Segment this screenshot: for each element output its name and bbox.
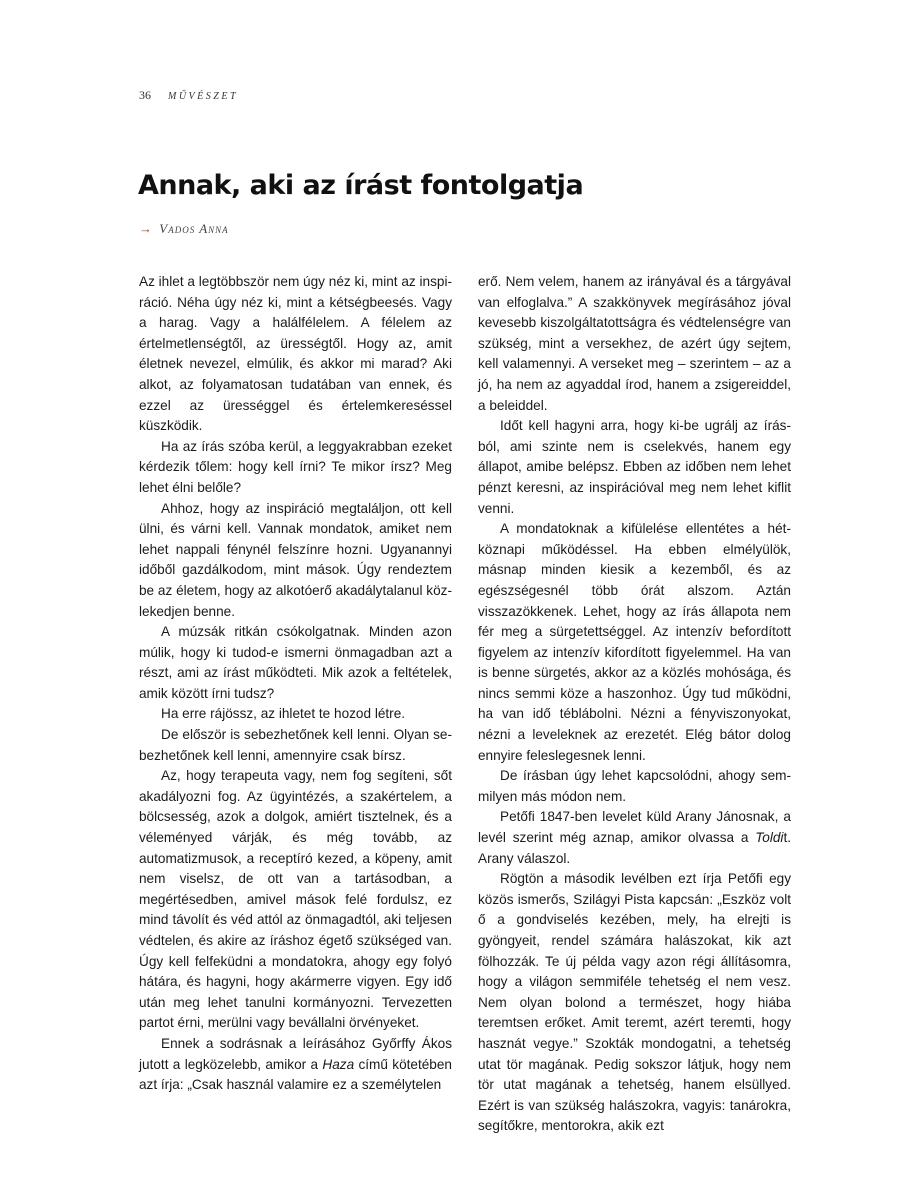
article-title: Annak, aki az írást fontolgatja: [138, 170, 584, 201]
paragraph: Ha erre rájössz, az ihletet te hozod létre.: [161, 706, 406, 722]
paragraph: De írásban úgy lehet kapcsolódni, ahogy semmilyen más módon nem.: [478, 768, 791, 804]
paragraph: Rögtön a második levélben ezt írja Petőfi egy közös ismerős, Szilágyi Pista kapcsán: „Eszköz volt ő a gondviselés kezében, mely, ha elrejti is gyöngyeit, rendel számára halászokat, kik azt fölhozzák. Te új példa vagy azon régi állításomra, hogy a világon semmiféle tehetség el nem vesz. Nem olyan bolond a természet, hogy hiába teremtsen erőket. Amit teremt, azért teremti, hogy hasznát vegye.” Szokták mondogatni, a tehetség utat tör magának. Pedig sokszor látjuk, hogy nem tör utat magának a tehetség, hanem elsüllyed. Ezért is van szükség halászokra, vagyis: tanárokra, segítőkre, mentorokra, akik ezt: [478, 871, 791, 1134]
page-number: 36: [139, 88, 151, 102]
text-run: Petőfi 1847-ben levelet küld Arany Jánosnak, a levél szerint még aznap, amikor olvassa a: [478, 809, 791, 846]
article-body: [139, 272, 791, 1137]
book-title: Haza: [322, 1056, 355, 1072]
paragraph: Ahhoz, hogy az inspiráció megtaláljon, ott kell ülni, és várni kell. Vannak mondatok, amiket nem lehet nappali fénynél felszínre hozni. Ugyanannyi időből gazdálkodom, mint mások. Úgy rendeztem be az életem, hogy az alkotóerő akadálytalanul közlekedjen benne.: [139, 500, 452, 619]
paragraph: [478, 807, 791, 869]
paragraph: A mondatoknak a kifülelése ellentétes a hétköznapi működéssel. Ha ebben elmélyülök, másnap minden kiesik a kezemből, és az egészségesnél több órát alszom. Aztán visszazökkenek. Lehet, hogy az írás állapota nem fér meg a sürgetettséggel. Az intenzív befordított figyelem az intenzív kifordított figyelemmel. Ha van is benne sürgetés, akkor az a közlés mohósága, és nincs semmi köze a haszonhoz. Úgy tud működni, ha van idő téblábolni. Nézni a fényviszonyokat, nézni a leveleknek az erezetét. Elég bátor dolog ennyire feleslegesnek lenni.: [478, 521, 791, 763]
author-name: Vados Anna: [159, 221, 229, 236]
paragraph: A múzsák ritkán csókolgatnak. Minden azon múlik, hogy ki tudod-e ismerni önmagadban azt a részt, ami az írást működteti. Mik azok a feltételek, amik között írni tudsz?: [139, 624, 452, 701]
right-column: [478, 272, 791, 1137]
text-run: t. Arany válaszol.: [478, 830, 791, 866]
arrow-right-icon: →: [139, 221, 152, 236]
paragraph: [139, 1034, 452, 1096]
paragraph: De először is sebezhetőnek kell lenni. Olyan sebezhetőnek kell lenni, amennyire csak bírsz.: [139, 727, 452, 763]
paragraph: Időt kell hagyni arra, hogy ki-be ugrálj az írásból, ami szinte nem is cselekvés, hanem egy állapot, amibe belépsz. Ebben az időben nem lehet pénzt keresni, az inspirációval meg nem lehet kiflit venni.: [478, 418, 791, 516]
byline: [139, 221, 229, 237]
paragraph: Ha az írás szóba kerül, a leggyakrabban ezeket kérdezik tőlem: hogy kell írni? Te mikor írsz? Meg lehet élni belőle?: [139, 438, 452, 495]
book-title: Toldi: [755, 830, 784, 846]
left-column: [139, 272, 452, 1137]
running-head: [139, 88, 238, 103]
text-run: című kötetében azt írja: „Csak használ valamire ez a személytelen: [139, 1056, 452, 1093]
paragraph: Az, hogy terapeuta vagy, nem fog segíteni, sőt akadályozni fog. Az ügyintézés, a szakértelem, a bölcsesség, azok a dolgok, amiért tisztelnek, és a véleményed várják, és még tovább, az automatizmusok, a receptíró kezed, a köpeny, amit nem viselsz, de ott van a tartásodban, a megértésedben, amivel mások felé fordulsz, ez mind távolít és véd attól az önmagadtól, aki teljesen védtelen, és akire az íráshoz égető szükséged van. Úgy kell felfeküdni a mondatokra, ahogy egy folyó hátára, és hagyni, hogy akármerre vigyen. Egy idő után meg lehet tanulni kormányozni. Tervezetten partot érni, merülni vagy bevállalni örvényeket.: [139, 768, 452, 1031]
text-run: Ennek a sodrásnak a leírásához Győrffy Ákos jutott a legközelebb, amikor a: [139, 1035, 452, 1072]
paragraph: Az ihlet a legtöbbször nem úgy néz ki, mint az inspiráció. Néha úgy néz ki, mint a kétségbeesés. Vagy a harag. Vagy a halálfélelem. A félelem az értelmetlenségtől, az ürességtől. Hogy az, amit életnek nevezel, elmúlik, és akkor mi marad? Aki alkot, az folyamatosan tudatában van ennek, és ezzel az ürességgel és értelemkereséssel küszködik.: [139, 274, 452, 434]
section-name: MŰVÉSZET: [168, 91, 238, 102]
paragraph: erő. Nem velem, hanem az irányával és a tárgyával van elfoglalva.” A szakkönyvek megírásához jóval kevesebb kiszolgáltatottságra és védtelenségre van szükség, mint a versekhez, de azért úgy sejtem, kell valamennyi. A verseket meg – szerintem – az a jó, ha nem az agyaddal írod, hanem a zsigereiddel, a beleiddel.: [478, 274, 791, 413]
